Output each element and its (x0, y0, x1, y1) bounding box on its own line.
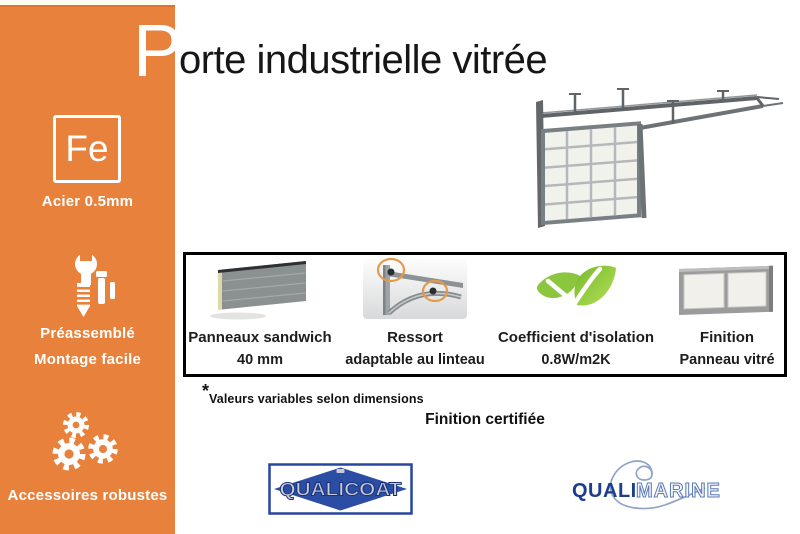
fe-steel-icon (53, 115, 121, 183)
qualimarine-outline-text: MARINE (636, 480, 721, 502)
feature-spring (323, 257, 507, 321)
wrench-icon (60, 251, 118, 321)
qualicoat-logo (268, 463, 413, 515)
feature-insulation-title: Coefficient d'isolation (497, 329, 655, 346)
glazed-panel-icon (677, 263, 777, 321)
feature-finish-title: Finition (699, 329, 755, 346)
feature-spring-value: adaptable au linteau (345, 352, 485, 368)
feature-box (183, 252, 787, 377)
feature-sandwich-title: Panneaux sandwich (188, 329, 332, 346)
feature-finish (635, 257, 800, 321)
spring-icon (363, 257, 467, 321)
gears-icon (45, 410, 127, 478)
certification-heading: Finition certifiée (425, 411, 545, 428)
feature-spring-title: Ressort (387, 329, 443, 346)
page-title: orte industrielle vitrée (179, 38, 548, 82)
montage-label: Montage facile (34, 351, 141, 368)
footnote-text: Valeurs variables selon dimensions (209, 392, 424, 406)
footnote (202, 381, 424, 408)
leaf-icon (532, 261, 620, 321)
page-title-initial: P (133, 9, 183, 92)
feature-insulation-value: 0.8W/m2K (541, 352, 611, 368)
sectional-door-image (505, 84, 795, 244)
qualicoat-text: QUALICOAT (279, 479, 402, 500)
acier-label: Acier 0.5mm (41, 193, 134, 210)
accessoires-label: Accessoires robustes (7, 487, 168, 504)
feature-sandwich-value: 40 mm (237, 352, 283, 368)
asterisk: * (202, 381, 210, 401)
sandwich-panel-icon (204, 259, 316, 321)
fe-symbol: Fe (65, 128, 109, 169)
qualimarine-logo (552, 452, 747, 514)
feature-finish-value: Panneau vitré (679, 352, 775, 368)
preassemble-label: Préassemblé (40, 325, 135, 342)
qualimarine-solid-text: QUALI (572, 480, 637, 502)
